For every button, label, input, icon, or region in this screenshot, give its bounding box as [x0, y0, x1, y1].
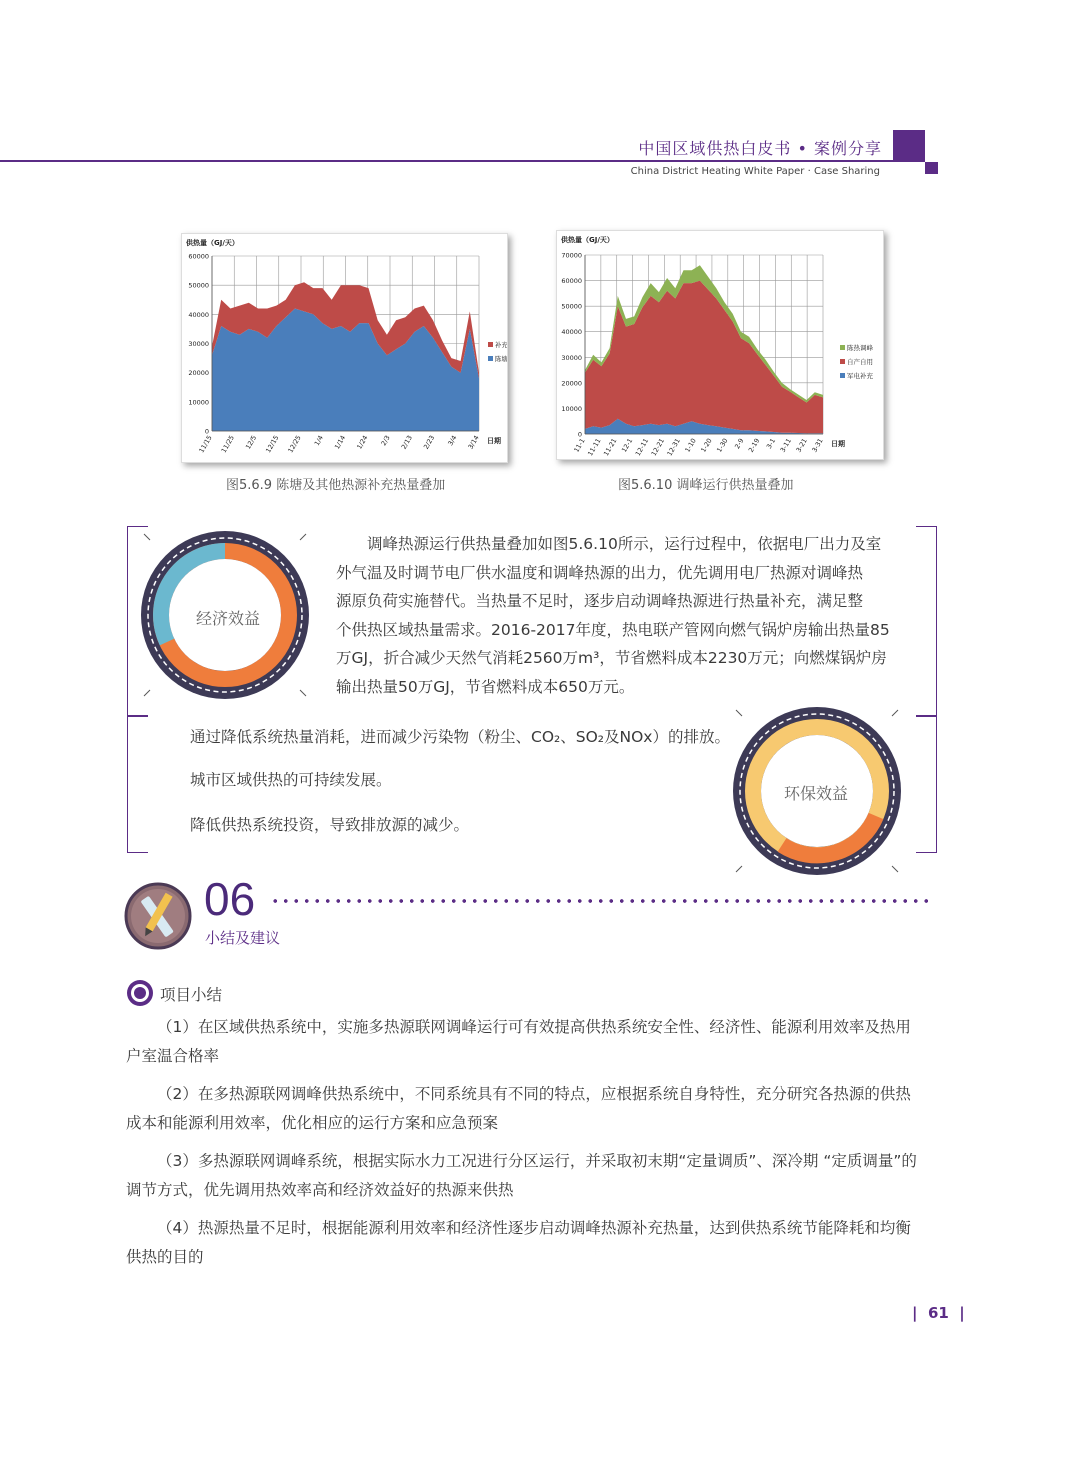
chart-2-frame [556, 230, 884, 460]
x-tick-label: 11-11 [586, 437, 603, 458]
economic-line: 调峰热源运行供热量叠加如图5.6.10所示，运行过程中，依据电厂出力及室 [367, 535, 882, 553]
x-tick-label: 3-31 [810, 437, 825, 454]
x-tick-label: 11/15 [197, 434, 214, 455]
chart-1 [182, 234, 507, 462]
legend-label: 陈热调峰 [847, 344, 873, 352]
right-bracket-1 [916, 526, 937, 716]
left-bracket-2 [127, 716, 148, 853]
x-tick-label: 3/4 [446, 434, 459, 448]
x-tick-label: 12-31 [665, 437, 682, 458]
legend-swatch [840, 359, 845, 364]
section-dotted-rule [270, 898, 935, 904]
y-tick-label: 0 [577, 430, 582, 439]
y-tick-label: 70000 [561, 251, 582, 260]
legend-label: 自产自用 [847, 358, 873, 366]
economic-line: 万GJ，折合减少天然气消耗2560万m³，节省燃料成本2230万元；向燃煤锅炉房 [336, 649, 887, 667]
x-tick-label: 2-19 [746, 437, 762, 454]
area-series-自产自用 [585, 281, 823, 434]
y-tick-label: 10000 [188, 398, 209, 407]
economic-line: 外气温及时调节电厂供水温度和调峰热源的出力，优先调用电厂热源对调峰热 [336, 563, 864, 582]
x-tick-label: 3-1 [764, 437, 778, 451]
x-tick-label: 12/25 [286, 434, 303, 455]
chart-1-frame [181, 233, 508, 463]
legend-swatch [840, 345, 845, 350]
summary-paragraph-3: （3）多热源联网调峰系统，根据实际水力工况进行分区运行，并采取初末期“定量调质”、深冷期 “定质调量”的调节方式，优先调用热效率高和经济效益好的热源来供热 [126, 1152, 917, 1199]
x-tick-label: 1/14 [332, 434, 348, 451]
x-tick-label: 12-1 [620, 437, 635, 454]
x-tick-label: 3-21 [794, 437, 809, 454]
summary-paragraph-1: （1）在区域供热系统中，实施多热源联网调峰运行可有效提高供热系统安全性、经济性、能源利用效率及热用户室温合格率 [126, 1018, 911, 1065]
economic-paragraph [336, 530, 916, 701]
figure-1-caption: 图5.6.9 陈塘及其他热源补充热量叠加 [226, 478, 446, 493]
x-tick-label: 12/15 [264, 434, 281, 455]
y-tick-label: 50000 [188, 281, 209, 290]
x-tick-label: 2/23 [421, 434, 437, 451]
pencil-ruler-icon [124, 882, 192, 950]
y-tick-label: 30000 [188, 340, 209, 348]
legend-label: 补充 [495, 341, 507, 349]
environment-item-3: 降低供热系统投资，导致排放源的减少。 [190, 816, 470, 834]
x-tick-label: 2/3 [379, 434, 392, 448]
x-tick-label: 11/25 [219, 434, 236, 455]
y-tick-label: 30000 [561, 353, 582, 362]
legend-swatch [840, 373, 845, 378]
x-tick-label: 1-20 [699, 437, 714, 454]
y-axis-label: 供热量（GJ/天） [186, 239, 239, 247]
chart-2 [557, 231, 883, 459]
x-tick-label: 2-9 [733, 437, 746, 451]
x-tick-label: 3-11 [778, 437, 793, 454]
legend-label: 军电补充 [847, 372, 873, 380]
y-axis-label: 供热量（GJ/天） [561, 236, 614, 244]
y-tick-label: 60000 [188, 252, 209, 261]
x-tick-label: 12-21 [649, 437, 667, 458]
y-tick-label: 20000 [188, 369, 209, 378]
legend-swatch [488, 356, 493, 361]
header-accent-small [925, 162, 938, 174]
right-bracket-2 [916, 716, 937, 853]
x-tick-label: 1/4 [312, 434, 325, 448]
x-tick-label: 1/24 [355, 434, 370, 451]
y-tick-label: 10000 [561, 404, 582, 413]
y-tick-label: 60000 [561, 277, 582, 286]
economic-line: 个供热区域热量需求。2016-2017年度，热电联产管网向燃气锅炉房输出热量85 [336, 620, 890, 639]
legend-swatch [488, 342, 493, 347]
summary-heading: 项目小结 [160, 986, 223, 1004]
x-axis-label: 日期 [487, 437, 501, 445]
figure-2-caption: 图5.6.10 调峰运行供热量叠加 [618, 478, 794, 493]
economic-ring-label: 经济效益 [196, 609, 261, 628]
page-number: | 61 | [912, 1304, 965, 1322]
y-tick-label: 40000 [188, 310, 209, 319]
header-rule [0, 160, 925, 162]
y-tick-label: 0 [204, 427, 209, 436]
section-title: 小结及建议 [205, 929, 281, 947]
economic-line: 源原负荷实施替代。当热量不足时，逐步启动调峰热源进行热量补充，满足整 [336, 592, 864, 610]
x-tick-label: 1-10 [683, 437, 698, 454]
x-tick-label: 2/13 [399, 434, 414, 451]
economic-line: 输出热量50万GJ，节省燃料成本650万元。 [336, 677, 635, 696]
header-accent-block [893, 130, 925, 162]
environment-item-1: 通过降低系统热量消耗，进而减少污染物（粉尘、CO₂、SO₂及NOx）的排放。 [190, 728, 730, 746]
bullet-circle-icon [126, 979, 154, 1007]
x-tick-label: 12/5 [243, 434, 259, 451]
section-number: 06 [204, 873, 256, 925]
x-tick-label: 3/14 [466, 434, 481, 451]
header-title-en: China District Heating White Paper · Case Sharing [630, 166, 880, 177]
y-tick-label: 20000 [561, 379, 582, 388]
legend-label: 陈塘 [495, 355, 507, 363]
summary-paragraph-2: （2）在多热源联网调峰供热系统中，不同系统具有不同的特点，应根据系统自身特性，充分研究各热源的供热成本和能源利用效率，优化相应的运行方案和应急预案 [126, 1085, 911, 1132]
page-number-value: 61 [927, 1304, 949, 1322]
x-tick-label: 12-11 [633, 437, 651, 458]
y-tick-label: 50000 [561, 302, 582, 311]
environment-item-2: 城市区域供热的可持续发展。 [190, 771, 392, 789]
summary-paragraph-4: （4）热源热量不足时，根据能源利用效率和经济性逐步启动调峰热源补充热量，达到供热系统节能降耗和均衡供热的目的 [126, 1219, 911, 1266]
x-axis-label: 日期 [831, 440, 845, 448]
environment-ring-label: 环保效益 [784, 784, 849, 803]
x-tick-label: 11-1 [572, 437, 587, 454]
x-tick-label: 1-30 [715, 437, 730, 454]
x-tick-label: 11-21 [602, 437, 619, 458]
y-tick-label: 40000 [561, 328, 582, 337]
header-title-cn: 中国区域供热白皮书 • 案例分享 [638, 139, 882, 158]
